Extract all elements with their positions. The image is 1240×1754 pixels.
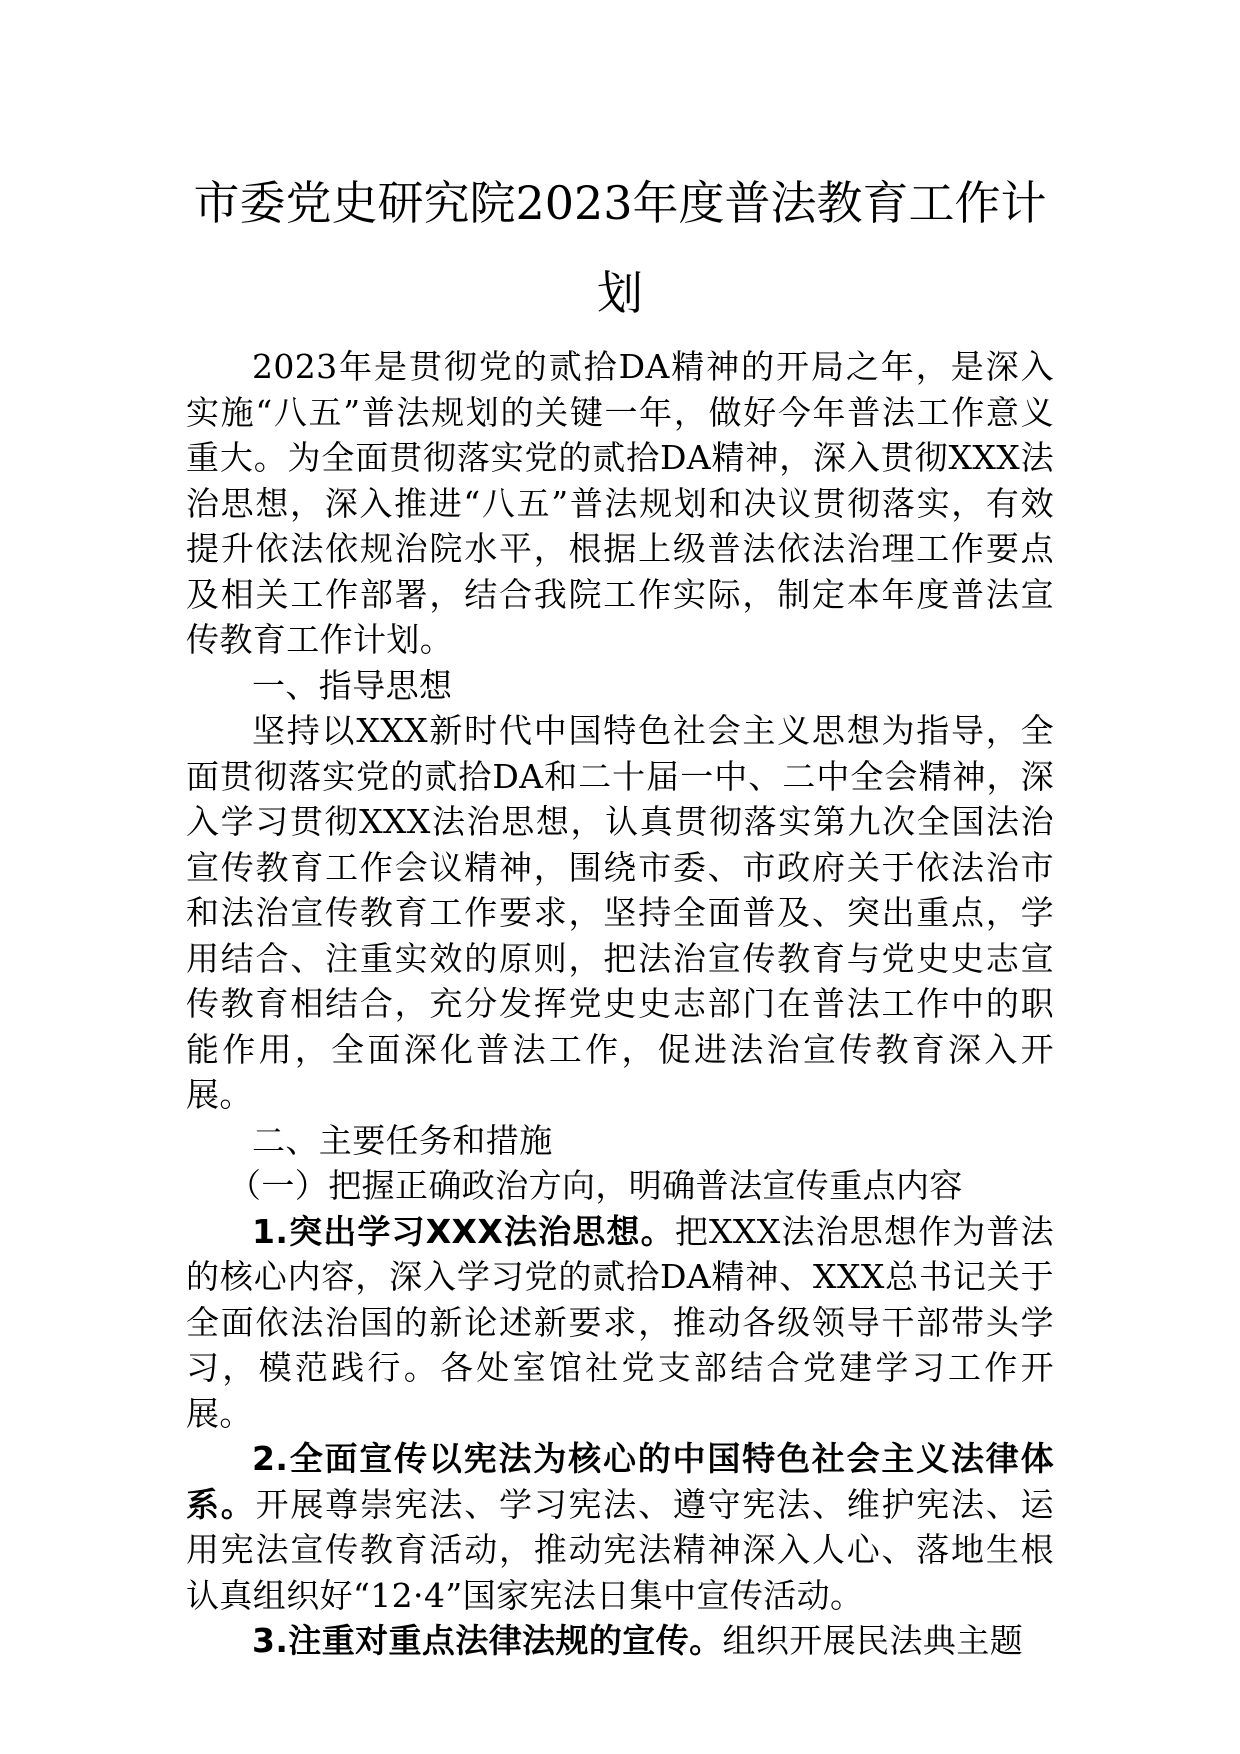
item-3-title: 3.注重对重点法律法规的宣传。 — [252, 1621, 723, 1660]
document-page — [186, 158, 1054, 1664]
subsection-heading-political-direction: （一）把握正确政治方向，明确普法宣传重点内容 — [228, 1166, 963, 1205]
item-3-paragraph — [186, 1618, 1054, 1664]
item-1-title: 1.突出学习XXX法治思想。 — [252, 1211, 675, 1251]
section-heading-guiding-ideology: 一、指导思想 — [252, 665, 453, 705]
intro-paragraph: 2023年是贯彻党的贰拾DA精神的开局之年，是深入实施“八五”普法规划的关键一年，做好今年普法工作意义重大。为全面贯彻落实党的贰拾DA精神，深入贯彻XXX法治思想，深入推进“八五”普法规划和决议贯彻落实，有效提升依法依规治院水平，根据上级普法依法治理工作要点及相关工作部署，结合我院工作实际，制定本年度普法宣传教育工作计划。 — [186, 347, 1054, 659]
item-2-paragraph — [186, 1436, 1054, 1618]
section-heading-main-tasks: 二、主要任务和措施 — [252, 1120, 553, 1160]
document-title: 市委党史研究院2023年度普法教育工作计划 — [193, 176, 1047, 320]
item-1-text: 把XXX法治思想作为普法的核心内容，深入学习党的贰拾DA精神、XXX总书记关于全面依法治国的新论述新要求，推动各级领导干部带头学习，模范践行。各处室馆社党支部结合党建学习工作开展。 — [186, 1211, 1054, 1433]
item-1-paragraph — [186, 1209, 1054, 1437]
item-2-text: 开展尊崇宪法、学习宪法、遵守宪法、维护宪法、运用宪法宣传教育活动，推动宪法精神深入人心、落地生根认真组织好“12·4”国家宪法日集中宣传活动。 — [186, 1484, 1054, 1615]
item-3-text: 组织开展民法典主题 — [722, 1621, 1024, 1660]
guiding-ideology-paragraph: 坚持以XXX新时代中国特色社会主义思想为指导，全面贯彻落实党的贰拾DA和二十届一中、二中全会精神，深入学习贯彻XXX法治思想，认真贯彻落实第九次全国法治宣传教育工作会议精神，围绕市委、市政府关于依法治市和法治宣传教育工作要求，坚持全面普及、突出重点，学用结合、注重实效的原则，把法治宣传教育与党史史志宣传教育相结合，充分发挥党史史志部门在普法工作中的职能作用，全面深化普法工作，促进法治宣传教育深入开展。 — [186, 711, 1054, 1114]
item-2-title: 2.全面宣传以宪法为核心的中国特色社会主义法律体系。 — [186, 1439, 1054, 1524]
